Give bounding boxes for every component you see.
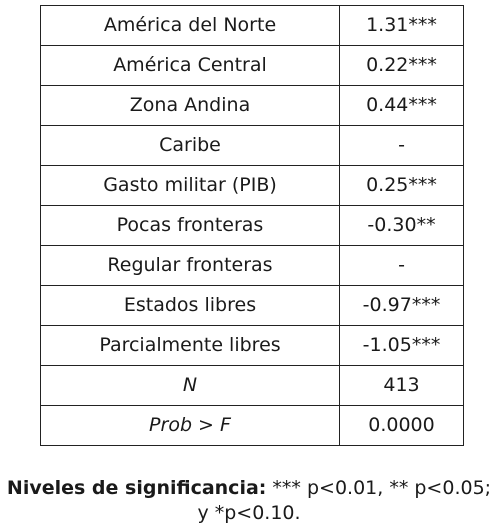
row-label: Gasto militar (PIB) (41, 166, 340, 206)
prob-f-value: 0.0000 (340, 406, 464, 446)
regression-results-table (40, 5, 464, 446)
row-label: Pocas fronteras (41, 206, 340, 246)
footnote-line-2: y *p<0.10. (197, 502, 301, 524)
row-value: 1.31*** (340, 6, 464, 46)
row-label: Regular fronteras (41, 246, 340, 286)
row-value: - (340, 126, 464, 166)
footnote-levels: *** p<0.01, ** p<0.05; (266, 477, 492, 499)
row-label: América Central (41, 46, 340, 86)
table-row (41, 286, 464, 326)
table-row (41, 326, 464, 366)
footnote-heading: Niveles de significancia: (6, 477, 267, 499)
observations-value: 413 (340, 366, 464, 406)
row-value: 0.22*** (340, 46, 464, 86)
table-row (41, 86, 464, 126)
table-row (41, 246, 464, 286)
row-value: -1.05*** (340, 326, 464, 366)
significance-footnote (0, 476, 498, 526)
row-value: - (340, 246, 464, 286)
observations-label: N (41, 366, 340, 406)
row-label: Caribe (41, 126, 340, 166)
table-row (41, 46, 464, 86)
table-row (41, 206, 464, 246)
footnote-line-1 (0, 476, 498, 501)
prob-f-label: Prob > F (41, 406, 340, 446)
row-label: Estados libres (41, 286, 340, 326)
row-label: Parcialmente libres (41, 326, 340, 366)
table-row (41, 6, 464, 46)
row-value: 0.25*** (340, 166, 464, 206)
row-label: Zona Andina (41, 86, 340, 126)
row-value: -0.30** (340, 206, 464, 246)
row-label: América del Norte (41, 6, 340, 46)
row-value: 0.44*** (340, 86, 464, 126)
table-row (41, 166, 464, 206)
table-row (41, 366, 464, 406)
table-row (41, 406, 464, 446)
row-value: -0.97*** (340, 286, 464, 326)
table-row (41, 126, 464, 166)
